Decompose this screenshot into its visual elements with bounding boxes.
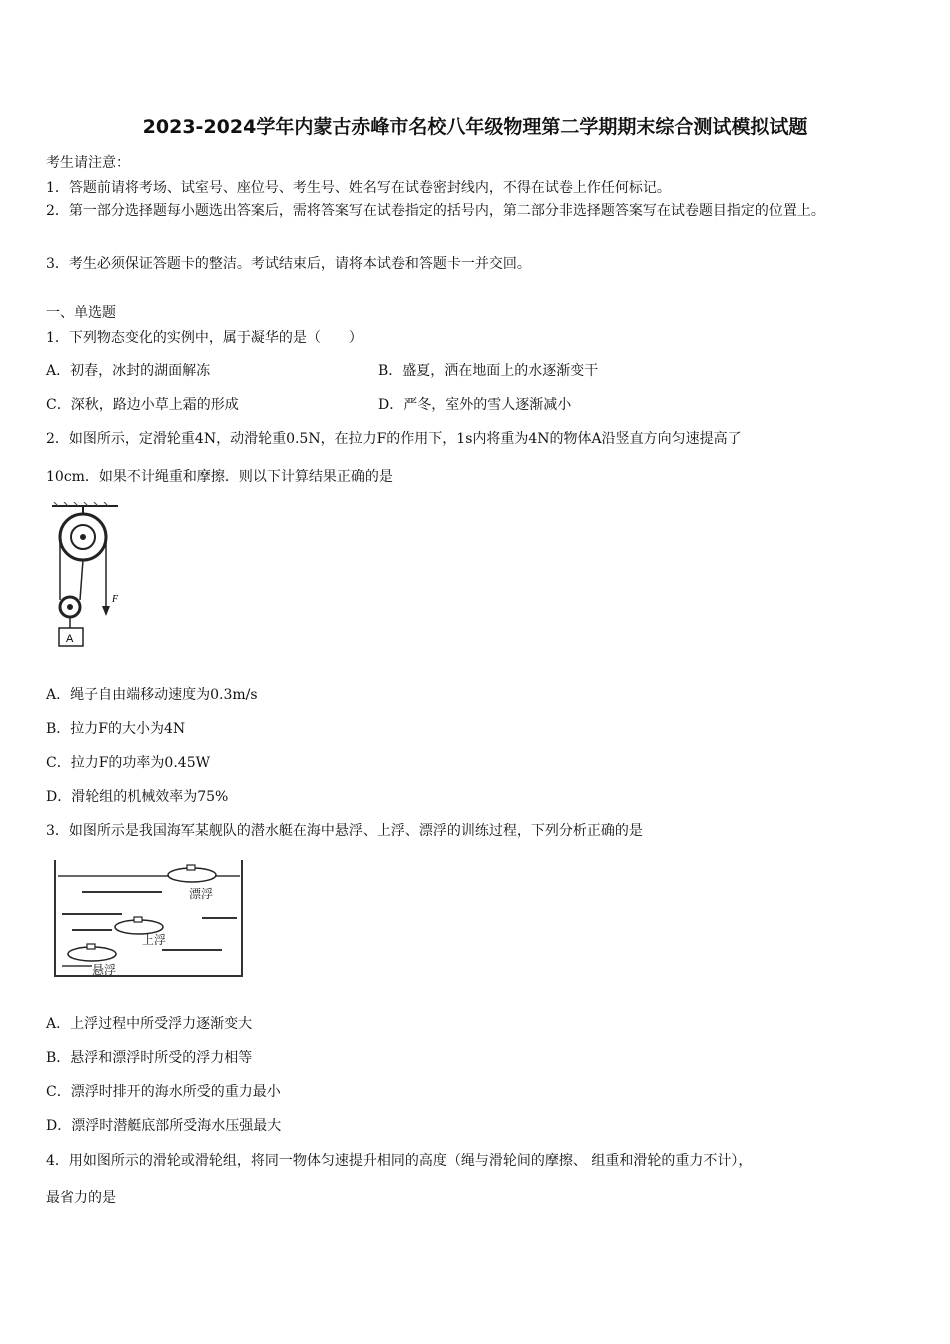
rise-label: 上浮 [142,933,167,947]
block-label: A [66,633,74,645]
option-a: A．绳子自由端移动速度为0.3m/s [46,687,258,703]
question-stem: 3．如图所示是我国海军某舰队的潜水艇在海中悬浮、上浮、漂浮的训练过程，下列分析正确的是 [46,823,643,839]
notice-item: 3．考生必须保证答题卡的整洁。考试结束后，请将本试卷和答题卡一并交回。 [46,256,531,272]
suspend-label: 悬浮 [92,963,117,977]
question-stem-continued: 10cm．如果不计绳重和摩擦．则以下计算结果正确的是 [46,469,393,485]
force-label: F [112,594,119,605]
question-stem: 2．如图所示，定滑轮重4N，动滑轮重0.5N，在拉力F的作用下，1s内将重为4N的物体A沿竖直方向匀速提高了 [46,431,742,447]
page-title: 2023-2024学年内蒙古赤峰市名校八年级物理第二学期期末综合测试模拟试题 [142,116,808,138]
option-b: B．盛夏，洒在地面上的水逐渐变干 [378,363,599,379]
notice-heading: 考生请注意： [46,155,130,171]
option-d: D．严冬，室外的雪人逐渐减小 [378,397,572,413]
option-c: C．漂浮时排开的海水所受的重力最小 [46,1084,281,1100]
submarine-figure [52,858,244,980]
float-label: 漂浮 [189,887,214,901]
question-stem: 1．下列物态变化的实例中，属于凝华的是（ ） [46,330,363,346]
option-c: C．拉力F的功率为0.45W [46,755,210,771]
notice-item: 1．答题前请将考场、试室号、座位号、考生号、姓名写在试卷密封线内，不得在试卷上作任何标记。 [46,180,671,196]
option-b: B．拉力F的大小为4N [46,721,186,737]
option-a: A．上浮过程中所受浮力逐渐变大 [46,1016,253,1032]
option-d: D．滑轮组的机械效率为75% [46,789,229,805]
option-d: D．漂浮时潜艇底部所受海水压强最大 [46,1118,282,1134]
notice-item: 2．第一部分选择题每小题选出答案后，需将答案写在试卷指定的括号内，第二部分非选择题答案写在试卷题目指定的位置上。 [46,203,825,219]
option-a: A．初春，冰封的湖面解冻 [46,363,211,379]
question-stem-continued: 最省力的是 [46,1190,116,1206]
section-heading: 一、单选题 [46,305,116,321]
question-stem: 4．用如图所示的滑轮或滑轮组，将同一物体匀速提升相同的高度（绳与滑轮间的摩擦、 组重和滑轮的重力不计）， [46,1153,753,1169]
pulley-figure [50,502,140,652]
option-c: C．深秋，路边小草上霜的形成 [46,397,239,413]
option-b: B．悬浮和漂浮时所受的浮力相等 [46,1050,253,1066]
